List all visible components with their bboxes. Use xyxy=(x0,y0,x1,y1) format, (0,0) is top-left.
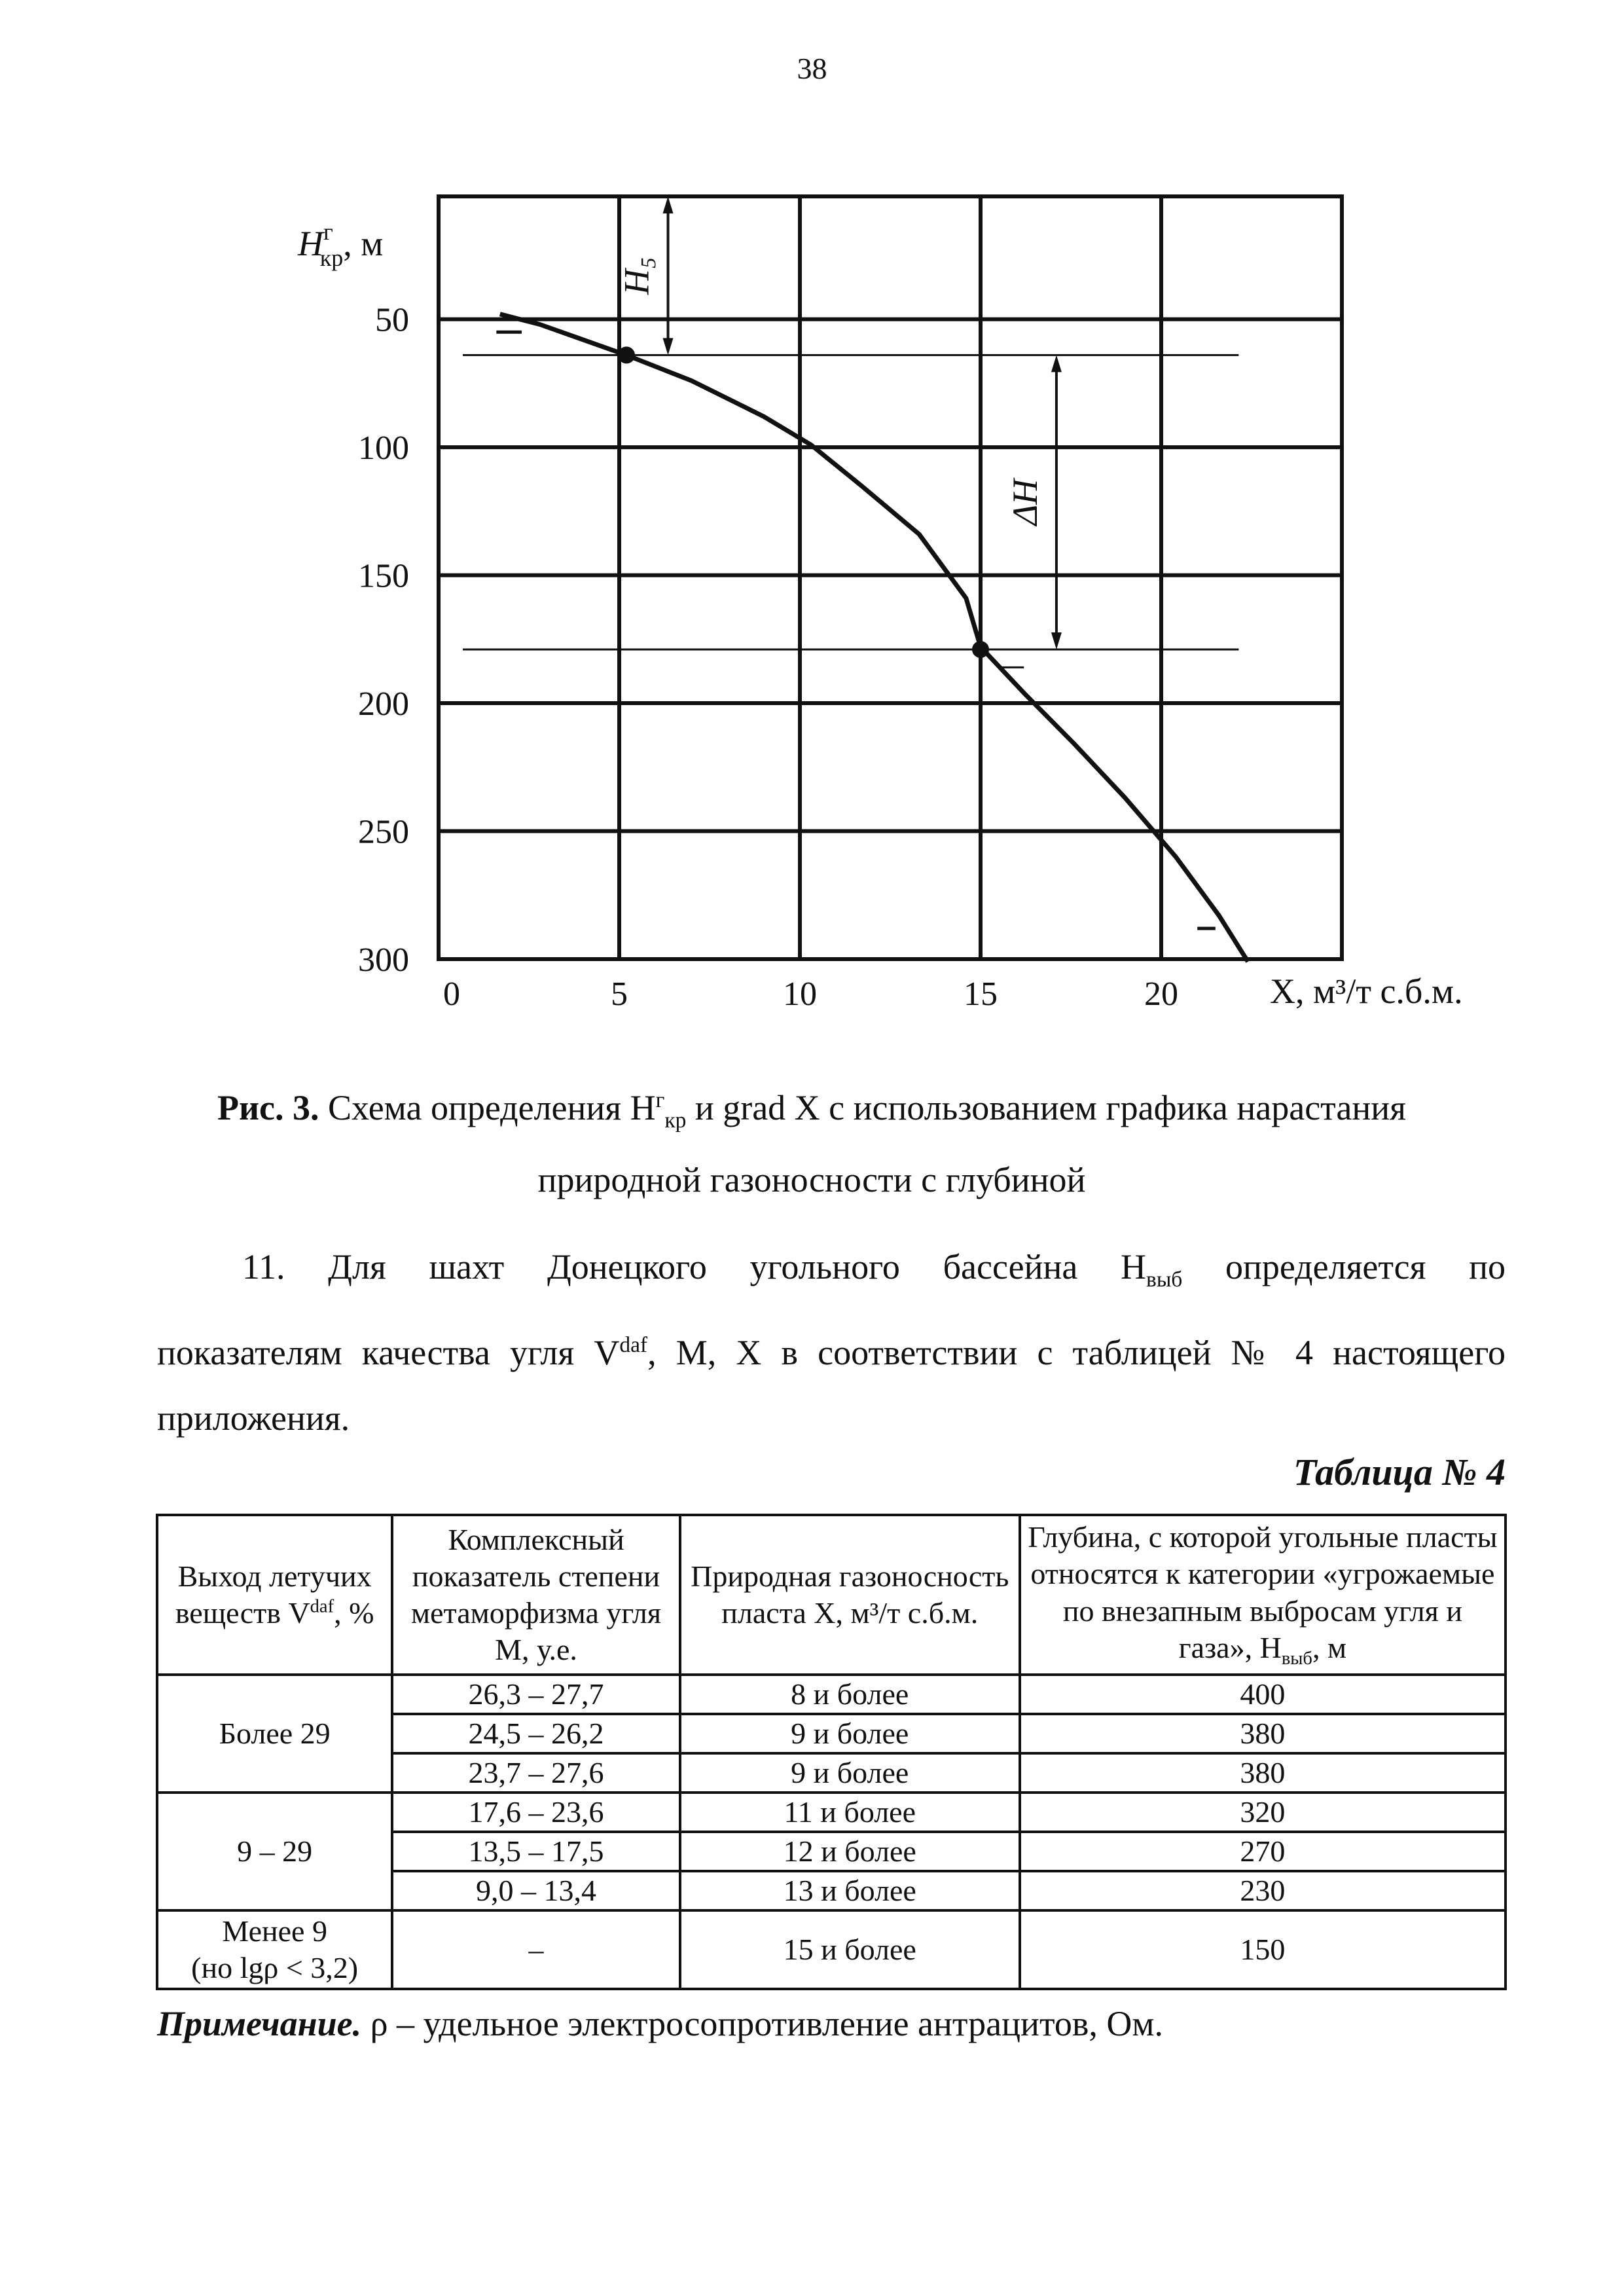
cell-x: 12 и более xyxy=(680,1832,1020,1871)
paragraph-line-2: показателям качества угля $V^{daf}$, M, X в соответствии с таблицей № 4 настоящего xyxy=(157,1332,1506,1372)
cell-h: 150 xyxy=(1020,1910,1506,1989)
body-paragraph xyxy=(157,1234,1506,1451)
coal-category-table xyxy=(156,1514,1507,1990)
cell-m: 13,5 – 17,5 xyxy=(392,1832,679,1871)
arrow-head xyxy=(663,196,674,213)
table-title: Таблица № 4 xyxy=(1293,1451,1506,1493)
cell-h: 230 xyxy=(1020,1871,1506,1910)
header-depth: Глубина, с которой угольные пласты относятся к категории «угрожаемые по внезапным выбросам угля и газа», $H_{выб}$, м xyxy=(1020,1515,1506,1675)
cell-x: 13 и более xyxy=(680,1871,1020,1910)
data-point xyxy=(618,346,635,363)
y-tick-label: 50 xyxy=(375,301,409,339)
x-tick-label: 5 xyxy=(611,975,628,1013)
cell-h: 270 xyxy=(1020,1832,1506,1871)
cell-h: 380 xyxy=(1020,1714,1506,1753)
arrow-head xyxy=(1051,632,1062,649)
plot-frame xyxy=(439,196,1342,959)
paragraph-line-1: 11. Для шахт Донецкого угольного бассейна $H_{выб}$ определяется по xyxy=(242,1247,1506,1292)
cell-x: 9 и более xyxy=(680,1714,1020,1753)
paragraph-line-3: приложения. xyxy=(157,1398,350,1438)
group-label: Более 29 xyxy=(157,1675,392,1793)
header-gas-content: Природная газоносность пласта X, м³/т с.б.м. xyxy=(680,1515,1020,1675)
note-text: ρ – удельное электросопротивление антрацитов, Ом. xyxy=(361,2004,1163,2043)
y-tick-label: 150 xyxy=(358,557,409,595)
table-row xyxy=(157,1675,1506,1714)
table-header-row xyxy=(157,1515,1506,1675)
table-note xyxy=(157,2003,1163,2044)
cell-m: – xyxy=(392,1910,679,1989)
cell-m: 24,5 – 26,2 xyxy=(392,1714,679,1753)
table-row xyxy=(157,1793,1506,1832)
depth-gas-content-chart xyxy=(249,177,1545,1028)
cell-m: 26,3 – 27,7 xyxy=(392,1675,679,1714)
page-number: 38 xyxy=(797,52,827,85)
header-volatile-matter: Выход летучих веществ $V^{daf}$, % xyxy=(157,1515,392,1675)
figure-number: Рис. 3. xyxy=(217,1088,319,1127)
figure-caption-line-2: природной газоносности с глубиной xyxy=(537,1160,1086,1199)
y-tick-label: 300 xyxy=(358,941,409,979)
cell-h: 320 xyxy=(1020,1793,1506,1832)
note-label: Примечание. xyxy=(157,2004,362,2043)
y-tick-label: 100 xyxy=(358,429,409,467)
x-axis-label: X, м³/т с.б.м. xyxy=(1270,972,1463,1011)
annotation-h5: H₅ xyxy=(617,257,657,295)
y-tick-label: 200 xyxy=(358,685,409,723)
x-tick-label: 10 xyxy=(783,975,817,1013)
cell-x: 8 и более xyxy=(680,1675,1020,1714)
y-axis-label: $H^г$ кр, м xyxy=(298,219,384,271)
cell-m: 9,0 – 13,4 xyxy=(392,1871,679,1910)
cell-x: 15 и более xyxy=(680,1910,1020,1989)
figure-caption-line-1: Рис. 3. Схема определения $H^г_{кр}$ и grad X с использованием графика нарастания xyxy=(217,1088,1407,1133)
cell-h: 400 xyxy=(1020,1675,1506,1714)
group-label: Менее 9 (но lgρ < 3,2) xyxy=(157,1910,392,1989)
x-tick-label: 0 xyxy=(443,975,460,1013)
x-tick-label: 20 xyxy=(1144,975,1178,1013)
header-metamorphism: Комплексный показатель степени метаморфизма угля M, у.е. xyxy=(392,1515,679,1675)
arrow-head xyxy=(1051,355,1062,372)
cell-x: 9 и более xyxy=(680,1753,1020,1793)
data-curve xyxy=(500,314,1248,962)
annotation-delta-h: ΔH xyxy=(1005,479,1045,526)
cell-m: 23,7 – 27,6 xyxy=(392,1753,679,1793)
x-tick-label: 15 xyxy=(964,975,998,1013)
arrow-head xyxy=(663,338,674,355)
cell-x: 11 и более xyxy=(680,1793,1020,1832)
y-tick-label: 250 xyxy=(358,813,409,851)
cell-m: 17,6 – 23,6 xyxy=(392,1793,679,1832)
data-point xyxy=(972,641,989,658)
cell-h: 380 xyxy=(1020,1753,1506,1793)
group-label: 9 – 29 xyxy=(157,1793,392,1910)
table-row xyxy=(157,1910,1506,1989)
